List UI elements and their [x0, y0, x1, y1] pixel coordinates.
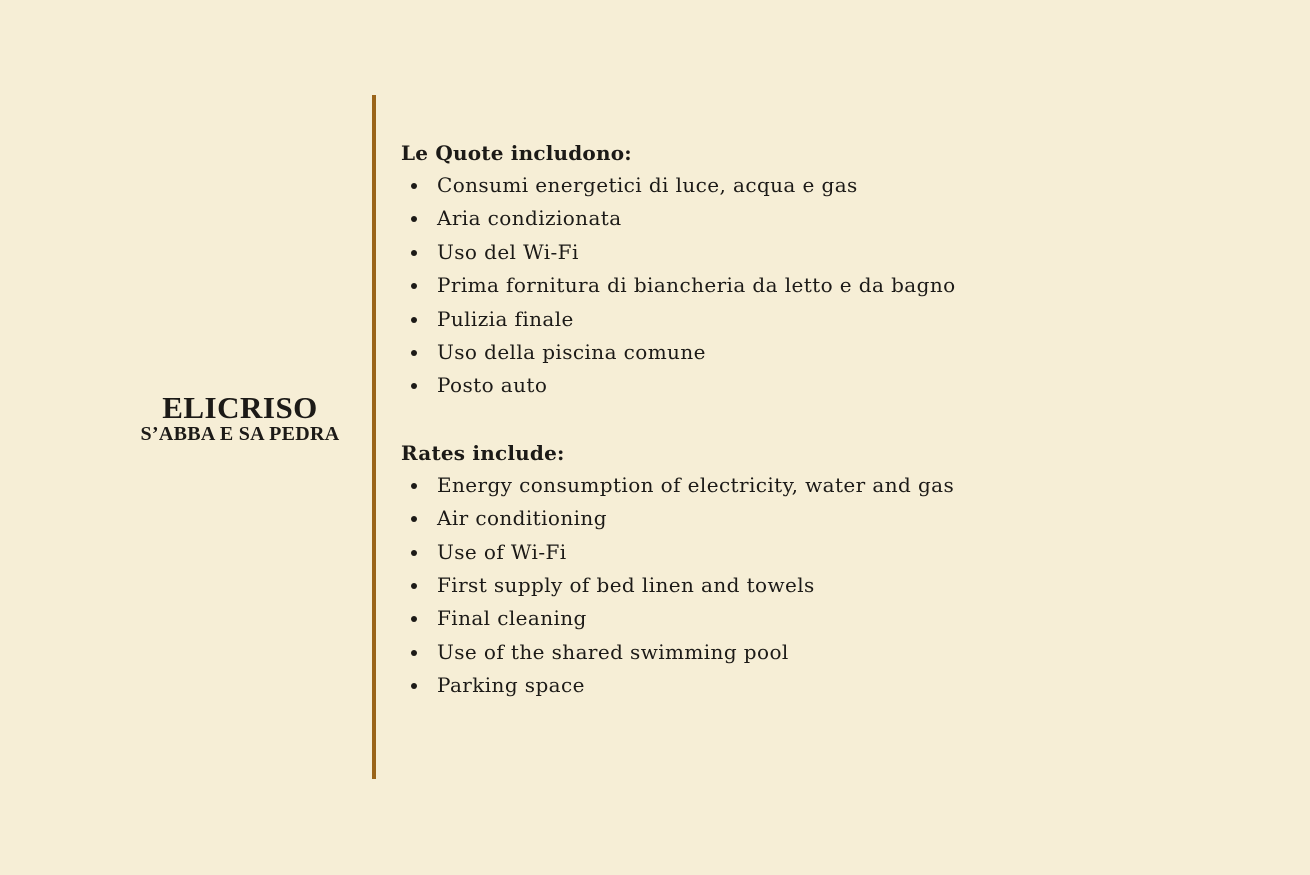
list-item-label: Aria condizionata — [437, 206, 622, 231]
list-item-label: Posto auto — [437, 373, 548, 398]
list-item-label: Parking space — [437, 673, 585, 698]
list-item — [401, 569, 1281, 602]
bullet-icon — [411, 317, 417, 323]
list-item — [401, 536, 1281, 569]
list-item-label: Uso della piscina comune — [437, 340, 706, 365]
list-item-label: Energy consumption of electricity, water and gas — [437, 472, 955, 497]
list-item — [401, 336, 1281, 369]
list-item-label: Uso del Wi-Fi — [437, 239, 579, 264]
bullet-icon — [411, 550, 417, 556]
section-heading-english: Rates include: — [401, 440, 565, 465]
list-item-label: First supply of bed linen and towels — [437, 573, 815, 598]
section-heading-italian: Le Quote includono: — [401, 141, 632, 165]
bullet-icon — [411, 616, 417, 622]
list-item — [401, 236, 1281, 269]
list-item — [401, 636, 1281, 669]
section-italian — [401, 138, 1281, 403]
bullet-icon — [411, 650, 417, 656]
brand-subtitle: S’ABBA E SA PEDRA — [140, 423, 340, 445]
section-spacer — [401, 403, 1281, 438]
list-item-label: Use of the shared swimming pool — [437, 639, 789, 664]
bullet-icon — [411, 516, 417, 522]
list-item-label: Prima fornitura di biancheria da letto e da bagno — [437, 273, 956, 298]
list-item-label: Consumi energetici di luce, acqua e gas — [437, 173, 858, 197]
inclusions-list-italian — [401, 169, 1281, 403]
list-item — [401, 669, 1281, 702]
list-item-label: Pulizia finale — [437, 306, 574, 331]
list-item-label: Final cleaning — [437, 606, 587, 631]
list-item — [401, 269, 1281, 302]
rates-content — [401, 138, 1281, 703]
bullet-icon — [411, 283, 417, 289]
inclusions-list-english — [401, 469, 1281, 703]
bullet-icon — [411, 683, 417, 689]
bullet-icon — [411, 583, 417, 589]
bullet-icon — [411, 350, 417, 356]
bullet-icon — [411, 216, 417, 222]
list-item — [401, 602, 1281, 635]
bullet-icon — [411, 183, 417, 189]
list-item — [401, 169, 1281, 202]
bullet-icon — [411, 250, 417, 256]
bullet-icon — [411, 383, 417, 389]
section-english — [401, 438, 1281, 703]
list-item — [401, 469, 1281, 502]
list-item-label: Use of Wi-Fi — [437, 539, 567, 564]
list-item — [401, 369, 1281, 402]
vertical-divider — [372, 95, 376, 779]
list-item — [401, 202, 1281, 235]
list-item — [401, 502, 1281, 535]
brand-title: ELICRISO — [162, 390, 318, 425]
brand-block — [100, 392, 380, 446]
list-item — [401, 303, 1281, 336]
list-item-label: Air conditioning — [437, 506, 607, 531]
bullet-icon — [411, 483, 417, 489]
